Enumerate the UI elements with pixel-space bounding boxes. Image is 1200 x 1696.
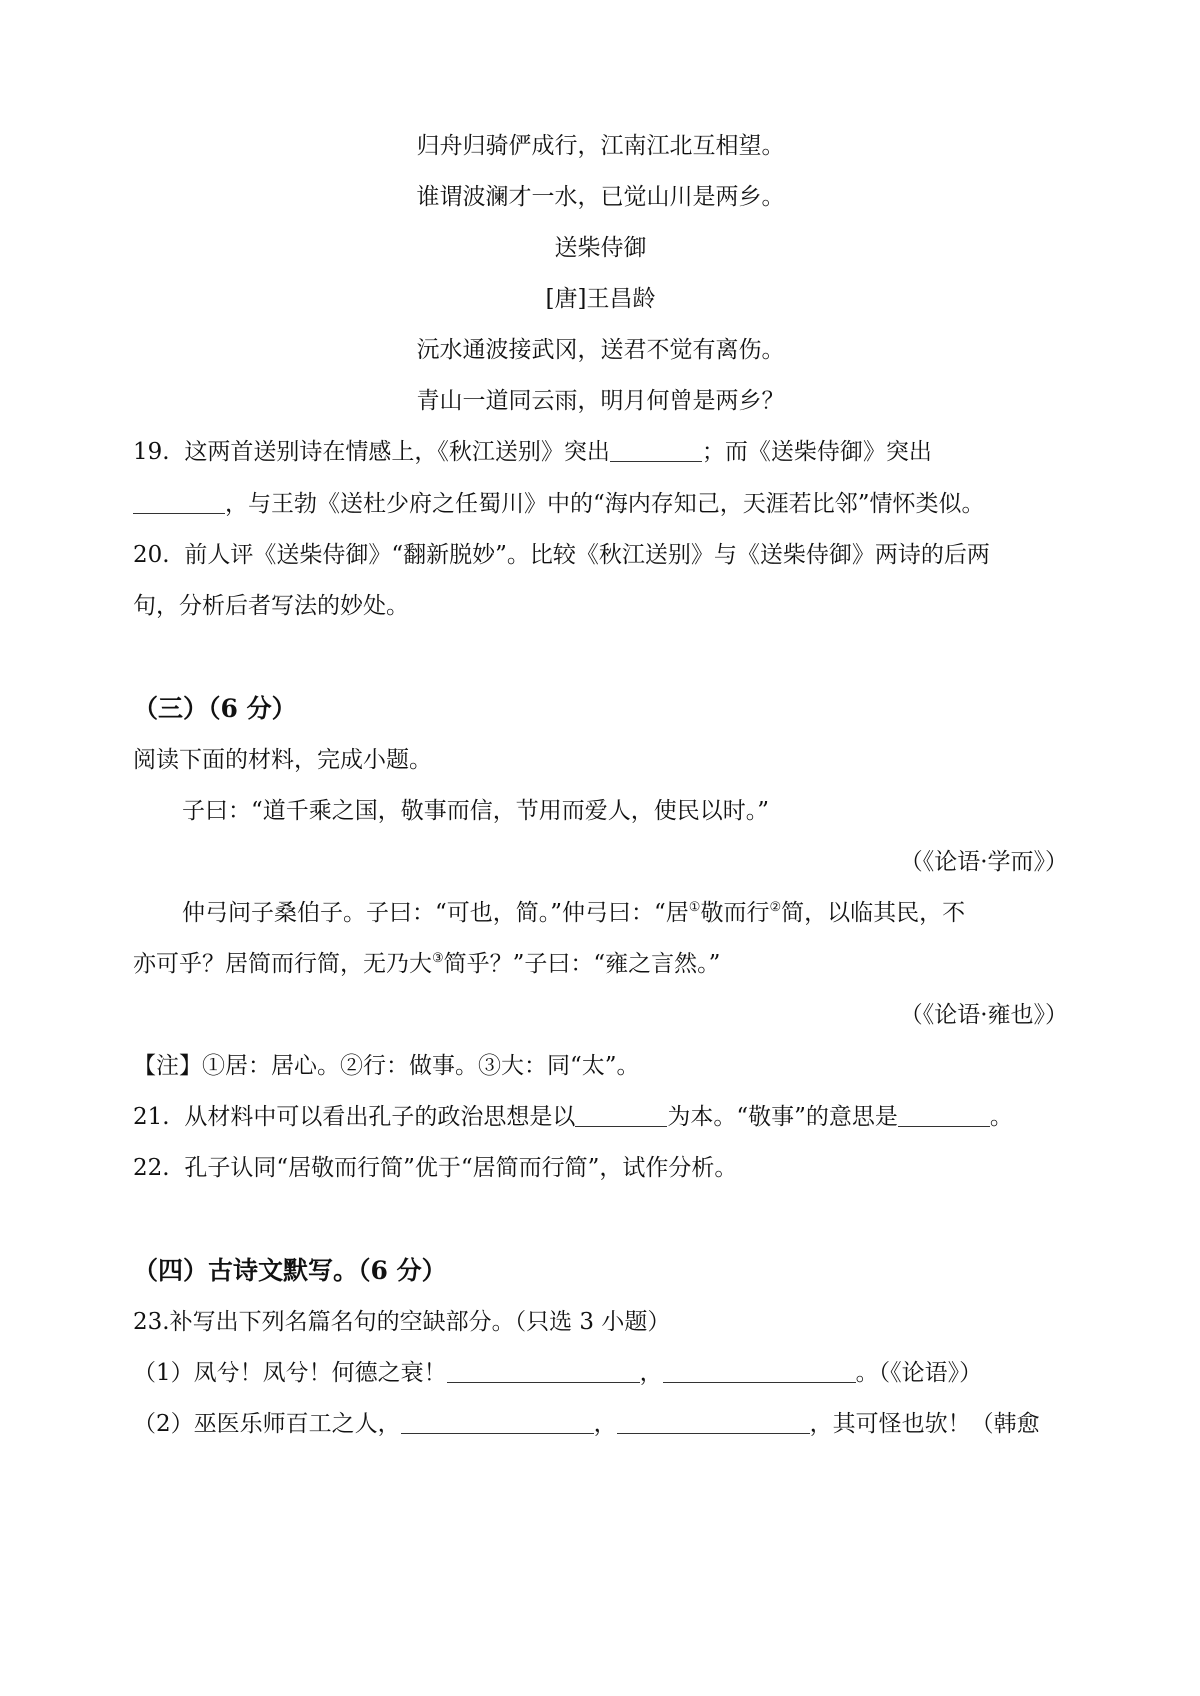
passage-text: 简，以临其民，不 [781, 900, 966, 926]
recitation-item-2 [133, 1408, 1068, 1440]
answer-blank[interactable] [575, 1104, 667, 1127]
annotation-note: 【注】①居：居心。②行：做事。③大：同“太”。 [133, 1053, 640, 1079]
poem1-line-2: 谁谓波澜才一水，已觉山川是两乡。 [416, 184, 785, 210]
question-text: 这两首送别诗在情感上，《秋江送别》突出 [184, 439, 610, 465]
question-19 [133, 436, 1068, 468]
item-text: （2）巫医乐师百工之人， [133, 1411, 401, 1437]
question-22 [133, 1152, 1068, 1184]
question-20 [133, 539, 1068, 571]
item-text: （1）凤兮！凤兮！何德之衰！ [133, 1360, 447, 1386]
answer-blank[interactable] [663, 1360, 856, 1383]
question-text: ，与王勃《送杜少府之任蜀川》中的“海内存知己，天涯若比邻”情怀类似。 [225, 491, 985, 517]
source-2: （《论语·雍也》） [899, 1002, 1068, 1028]
source-1: （《论语·学而》） [899, 849, 1068, 875]
passage-2-continued [133, 948, 1068, 980]
note-mark: ③ [432, 951, 444, 966]
answer-blank[interactable] [617, 1411, 810, 1434]
passage-text: 简乎？”子曰：“雍之言然。” [443, 951, 721, 977]
question-text: 孔子认同“居敬而行简”优于“居简而行简”，试作分析。 [184, 1155, 738, 1181]
item-text: ，其可怪也欤！（韩愈 [809, 1411, 1040, 1437]
question-text: 前人评《送柴侍御》“翻新脱妙”。比较《秋江送别》与《送柴侍御》两诗的后两 [184, 542, 990, 568]
question-number: 19. [133, 439, 170, 465]
question-number: 22. [133, 1155, 170, 1181]
poem2-line-1: 沅水通波接武冈，送君不觉有离伤。 [416, 337, 785, 363]
passage-2 [182, 897, 1068, 929]
item-sep: ， [593, 1411, 617, 1437]
answer-blank[interactable] [898, 1104, 990, 1127]
passage-1: 子曰：“道千乘之国，敬事而信，节用而爱人，使民以时。” [182, 798, 770, 824]
question-21 [133, 1101, 1068, 1133]
poem2-title: 送柴侍御 [554, 235, 647, 261]
poem1-line-1: 归舟归骑俨成行，江南江北互相望。 [416, 133, 785, 159]
answer-blank[interactable] [401, 1411, 594, 1434]
question-text: 从材料中可以看出孔子的政治思想是以 [184, 1104, 576, 1130]
passage-text: 仲弓问子桑伯子。子曰：“可也，简。”仲弓曰：“居 [182, 900, 689, 926]
question-20-continued: 句，分析后者写法的妙处。 [133, 593, 409, 619]
question-23: 23.补写出下列名篇名句的空缺部分。（只选 3 小题） [133, 1309, 671, 1335]
question-text: 。 [989, 1104, 1013, 1130]
poem2-line-2: 青山一道同云雨，明月何曾是两乡？ [416, 388, 785, 414]
item-sep: ， [639, 1360, 663, 1386]
answer-blank[interactable] [610, 439, 702, 462]
question-19-continued [133, 488, 1068, 520]
passage-text: 亦可乎？居简而行简，无乃大 [133, 951, 432, 977]
question-text: 为本。“敬事”的意思是 [667, 1104, 898, 1130]
item-text: 。（《论语》） [855, 1360, 983, 1386]
note-mark: ② [769, 900, 782, 915]
section-4-heading: （四）古诗文默写。（6 分） [133, 1256, 447, 1285]
note-mark: ① [688, 900, 701, 915]
question-text: ；而《送柴侍御》突出 [701, 439, 932, 465]
section-3-instruction: 阅读下面的材料，完成小题。 [133, 747, 432, 773]
poem2-author: [唐]王昌龄 [545, 286, 656, 312]
recitation-item-1 [133, 1357, 1068, 1389]
question-number: 21. [133, 1104, 170, 1130]
passage-text: 敬而行 [700, 900, 770, 926]
answer-blank[interactable] [133, 491, 225, 514]
answer-blank[interactable] [447, 1360, 640, 1383]
section-3-heading: （三）（6 分） [133, 694, 297, 723]
question-number: 20. [133, 542, 170, 568]
